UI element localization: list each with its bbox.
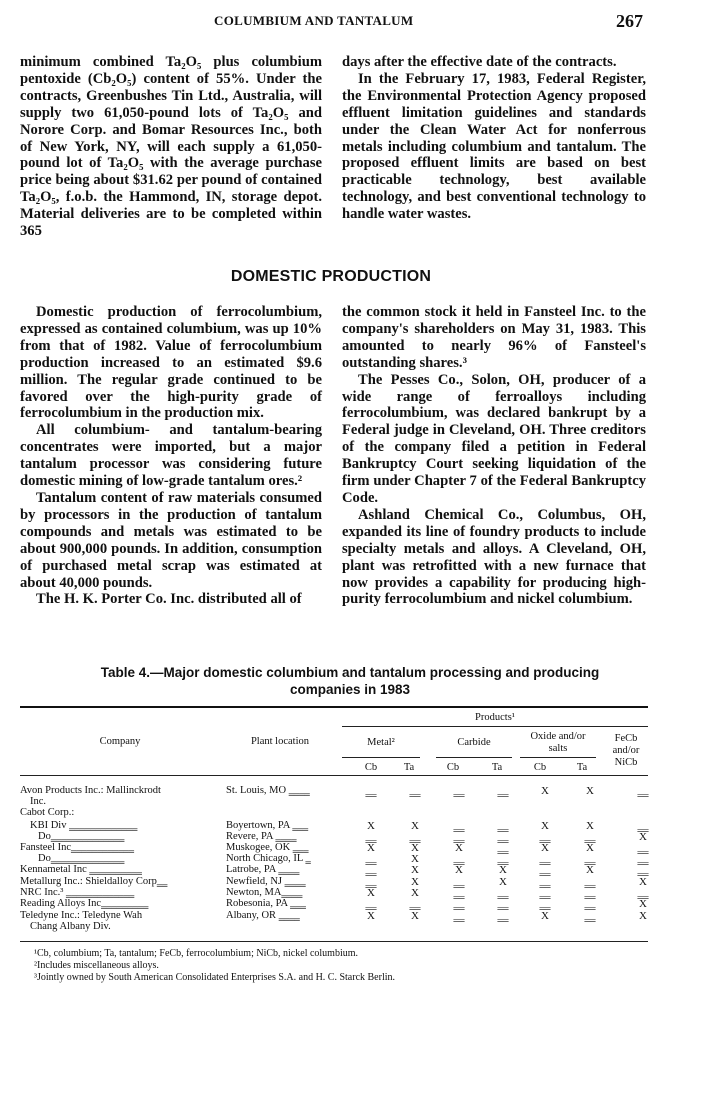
subhead-ta: Ta xyxy=(491,762,503,773)
table-cell-mark: X xyxy=(499,876,507,888)
table-cell-mark: ‗‗ xyxy=(365,876,377,888)
table-cell-mark: ‗‗ xyxy=(453,910,465,922)
subhead-ta: Ta xyxy=(576,762,588,773)
paragraph: In the February 17, 1983, Federal Register, the Environmental Protection Agency proposed effluent limitation guidelines and standards under the Clean Water Act for nonferrous metals including columbium and tantalum. The proposed effluent limits are based on best practicable technology, best available technology, and best conventional technology to handle water wastes. xyxy=(342,70,646,223)
table-cell-mark: ‗‗ xyxy=(539,831,551,843)
table-cell-mark: X xyxy=(411,864,419,876)
table-cell-mark: X xyxy=(639,910,647,922)
col-head-carbide: Carbide xyxy=(457,737,491,748)
table-cell-mark: ‗‗ xyxy=(497,842,509,854)
table-cell-mark: X xyxy=(411,853,419,865)
col-head-location: Plant location xyxy=(250,736,310,747)
table-cell-location: Boyertown, PA ‗‗‗ xyxy=(226,820,309,831)
table-cell-mark: ‗‗ xyxy=(453,820,465,832)
table-cell-mark: ‗‗ xyxy=(637,853,649,865)
table-cell-mark: ‗‗ xyxy=(539,887,551,899)
table-cell-mark: X xyxy=(411,820,419,832)
table-cell-mark: X xyxy=(455,864,463,876)
table-caption-line: Table 4.—Major domestic columbium and tantalum processing and producing xyxy=(100,665,600,680)
carbide-rule xyxy=(436,757,512,758)
table-cell-mark: ‗‗ xyxy=(365,785,377,797)
table-cell-mark: X xyxy=(367,910,375,922)
table-cell-mark: ‗‗ xyxy=(584,853,596,865)
table-cell-company: Teledyne Inc.: Teledyne Wah xyxy=(20,910,143,921)
table-cell-mark: ‗‗ xyxy=(637,887,649,899)
footnote: ¹Cb, columbium; Ta, tantalum; FeCb, ferrocolumbium; NiCb, nickel columbium. xyxy=(34,948,359,959)
table-cell-mark: X xyxy=(639,831,647,843)
table-cell-mark: X xyxy=(639,898,647,910)
table-cell-company: Inc. xyxy=(30,796,47,807)
table-cell-mark: ‗‗ xyxy=(584,910,596,922)
table-cell-mark: ‗‗ xyxy=(539,853,551,865)
col-head-metal: Metal² xyxy=(367,737,395,748)
table-cell-mark: ‗‗ xyxy=(409,898,421,910)
table-cell-company: NRC Inc.³ ‗‗‗‗‗‗‗‗‗‗‗‗‗ xyxy=(20,887,135,898)
subhead-cb: Cb xyxy=(364,762,378,773)
paragraph: days after the effective date of the contracts. xyxy=(342,54,617,70)
table-cell-mark: ‗‗ xyxy=(584,887,596,899)
table-cell-location: Albany, OR ‗‗‗‗ xyxy=(226,910,300,921)
table-cell-company: Chang Albany Div. xyxy=(30,921,111,932)
table-cell-location: Muskogee, OK ‗‗‗ xyxy=(226,842,309,853)
table-cell-mark: ‗‗ xyxy=(497,898,509,910)
table-cell-mark: ‗‗ xyxy=(365,853,377,865)
paragraph: The H. K. Porter Co. Inc. distributed all of xyxy=(36,591,302,608)
production-column-right xyxy=(342,304,646,608)
table-bottom-rule xyxy=(20,941,648,942)
table-cell-mark: ‗‗ xyxy=(497,910,509,922)
table-cell-mark: ‗‗ xyxy=(453,887,465,899)
table-cell-mark: ‗‗ xyxy=(637,820,649,832)
table-cell-mark: ‗‗ xyxy=(637,842,649,854)
col-head-oxide: Oxide and/or salts xyxy=(530,731,586,754)
footnote: ³Jointly owned by South American Consolidated Enterprises S.A. and H. C. Starck Berlin. xyxy=(34,972,396,983)
table-cell-mark: X xyxy=(586,785,594,797)
oxide-rule xyxy=(520,757,596,758)
col-head-products: Products¹ xyxy=(475,712,515,723)
table-cell-company: Cabot Corp.: xyxy=(20,807,75,818)
col-head-fecb: FeCb and/or NiCb xyxy=(612,733,640,768)
table-cell-mark: X xyxy=(639,876,647,888)
table-cell-mark: X xyxy=(455,842,463,854)
table-cell-mark: ‗‗ xyxy=(539,864,551,876)
table-cell-mark: ‗‗ xyxy=(409,785,421,797)
table-cell-company: Do‗‗‗‗‗‗‗‗‗‗‗‗‗‗ xyxy=(38,831,125,842)
table-caption-line: companies in 1983 xyxy=(289,682,411,697)
table-cell-mark: ‗‗ xyxy=(453,785,465,797)
table-cell-mark: X xyxy=(367,820,375,832)
table-cell-company: Fansteel Inc‗‗‗‗‗‗‗‗‗‗‗‗ xyxy=(20,842,135,853)
table-cell-mark: X xyxy=(367,887,375,899)
table-cell-mark: X xyxy=(541,842,549,854)
running-head: COLUMBIUM AND TANTALUM xyxy=(214,13,414,28)
table-cell-mark: ‗‗ xyxy=(497,887,509,899)
table-cell-company: Do‗‗‗‗‗‗‗‗‗‗‗‗‗‗ xyxy=(38,853,125,864)
table-cell-location: Robesonia, PA ‗‗‗ xyxy=(226,898,306,909)
table-cell-mark: X xyxy=(499,864,507,876)
table-cell-company: Metallurg Inc.: Shieldalloy Corp‗‗ xyxy=(20,876,168,887)
table-cell-mark: ‗‗ xyxy=(497,831,509,843)
table-cell-mark: ‗‗ xyxy=(539,898,551,910)
table-cell-mark: X xyxy=(586,842,594,854)
table-cell-mark: X xyxy=(411,876,419,888)
table-cell-company: Reading Alloys Inc‗‗‗‗‗‗‗‗‗ xyxy=(20,898,149,909)
table-cell-mark: ‗‗ xyxy=(584,876,596,888)
table-cell-mark: ‗‗ xyxy=(539,876,551,888)
table-cell-mark: ‗‗ xyxy=(497,820,509,832)
paragraph: The Pesses Co., Solon, OH, producer of a wide range of ferroalloys including ferrocolumbium, was declared bankrupt by a Federal judge in Cleveland, OH. Three creditors of the company filed a petition in Federal Bankruptcy Court seeking liquidation of the firm under Chapter 7 of the Federal Bankruptcy Code. xyxy=(342,371,646,506)
table-cell-mark: ‗‗ xyxy=(453,831,465,843)
table-cell-mark: X xyxy=(586,864,594,876)
table-cell-mark: ‗‗ xyxy=(497,853,509,865)
table-cell-mark: ‗‗ xyxy=(497,785,509,797)
section-heading: DOMESTIC PRODUCTION xyxy=(230,268,432,285)
table-cell-mark: ‗‗ xyxy=(453,853,465,865)
table-cell-location: St. Louis, MO ‗‗‗‗ xyxy=(226,785,310,796)
table-cell-company: KBI Div ‗‗‗‗‗‗‗‗‗‗‗‗‗ xyxy=(30,820,138,831)
table-cell-location: Newfield, NJ ‗‗‗‗ xyxy=(226,876,306,887)
table-cell-mark: X xyxy=(411,842,419,854)
table-cell-mark: X xyxy=(541,785,549,797)
table-cell-mark: ‗‗ xyxy=(584,831,596,843)
table-cell-location: Revere, PA ‗‗‗‗ xyxy=(226,831,297,842)
subhead-cb: Cb xyxy=(446,762,460,773)
page-number: 267 xyxy=(616,11,643,31)
table-cell-mark: ‗‗ xyxy=(453,876,465,888)
table-cell-mark: X xyxy=(541,820,549,832)
table-cell-mark: ‗‗ xyxy=(453,898,465,910)
top-column-left xyxy=(20,54,322,240)
table-cell-location: Latrobe, PA ‗‗‗‗ xyxy=(226,864,300,875)
table-cell-mark: ‗‗ xyxy=(365,898,377,910)
table-cell-mark: X xyxy=(541,910,549,922)
footnote: ²Includes miscellaneous alloys. xyxy=(34,960,159,971)
paragraph: Domestic production of ferrocolumbium, expressed as contained columbium, was up 10% from that of 1982. Value of ferrocolumbium production increased to an estimated $9.6 million. The regular grade continued to be favored over the high-purity grade of ferrocolumbium in the production mix. xyxy=(20,304,322,422)
paragraph: Ashland Chemical Co., Columbus, OH, expanded its line of foundry products to include specialty metals and alloys. A Cleveland, OH, plant was retrofitted with a new furnace that now provides a capability for producing high-purity ferrocolumbium and nickel columbium. xyxy=(342,506,646,608)
table-cell-mark: X xyxy=(411,887,419,899)
paragraph: Tantalum content of raw materials consumed by processors in the production of tantalum compounds and metals was estimated to be about 900,000 pounds. In addition, consumption of purchased metal scrap was estimated at about 40,000 pounds. xyxy=(20,489,322,591)
col-head-company: Company xyxy=(99,736,141,747)
table-cell-mark: X xyxy=(411,910,419,922)
paragraph: All columbium- and tantalum-bearing concentrates were imported, but a major tantalum processor was considering future domestic mining of low-grade tantalum ores.² xyxy=(20,422,322,490)
table-cell-mark: ‗‗ xyxy=(365,864,377,876)
table-cell-mark: X xyxy=(586,820,594,832)
table-cell-mark: X xyxy=(367,842,375,854)
table-cell-company: Kennametal Inc ‗‗‗‗‗‗‗‗‗‗ xyxy=(20,864,142,875)
table-cell-mark: ‗‗ xyxy=(637,864,649,876)
table-cell-location: North Chicago, IL ‗ xyxy=(226,853,311,864)
subhead-cb: Cb xyxy=(533,762,547,773)
products-rule xyxy=(342,726,648,727)
paragraph: the common stock it held in Fansteel Inc. to the company's shareholders on May 31, 1983. This amounted to nearly 96% of Fansteel's outstanding shares.³ xyxy=(342,304,646,371)
header-bottom-rule xyxy=(20,775,648,776)
table-cell-mark: ‗‗ xyxy=(365,831,377,843)
table-cell-mark: ‗‗ xyxy=(409,831,421,843)
production-column-left xyxy=(20,304,322,608)
table-top-rule xyxy=(20,706,648,708)
top-column-right xyxy=(342,54,646,223)
table-caption xyxy=(30,664,670,698)
metal-rule xyxy=(342,757,420,758)
table-cell-location: Newton, MA‗‗‗‗ xyxy=(226,887,303,898)
paragraph: minimum combined Ta₂O₅ plus columbium pentoxide (Cb₂O₅) content of 55%. Under the contracts, Greenbushes Tin Ltd., Australia, will supply two 61,050-pound lots of Ta₂O₅ and Norore Corp. and Bomar Resources Inc., both of New York, NY, will each supply a 61,050-pound lot of Ta₂O₅ with the average purchase price being about $31.62 per pound of contained Ta₂O₅, f.o.b. the Hammond, IN, storage depot. Material deliveries are to be completed within 365 xyxy=(20,54,322,240)
table-cell-company: Avon Products Inc.: Mallinckrodt xyxy=(20,785,161,796)
table-cell-mark: ‗‗ xyxy=(637,785,649,797)
table-cell-mark: ‗‗ xyxy=(584,898,596,910)
subhead-ta: Ta xyxy=(403,762,415,773)
